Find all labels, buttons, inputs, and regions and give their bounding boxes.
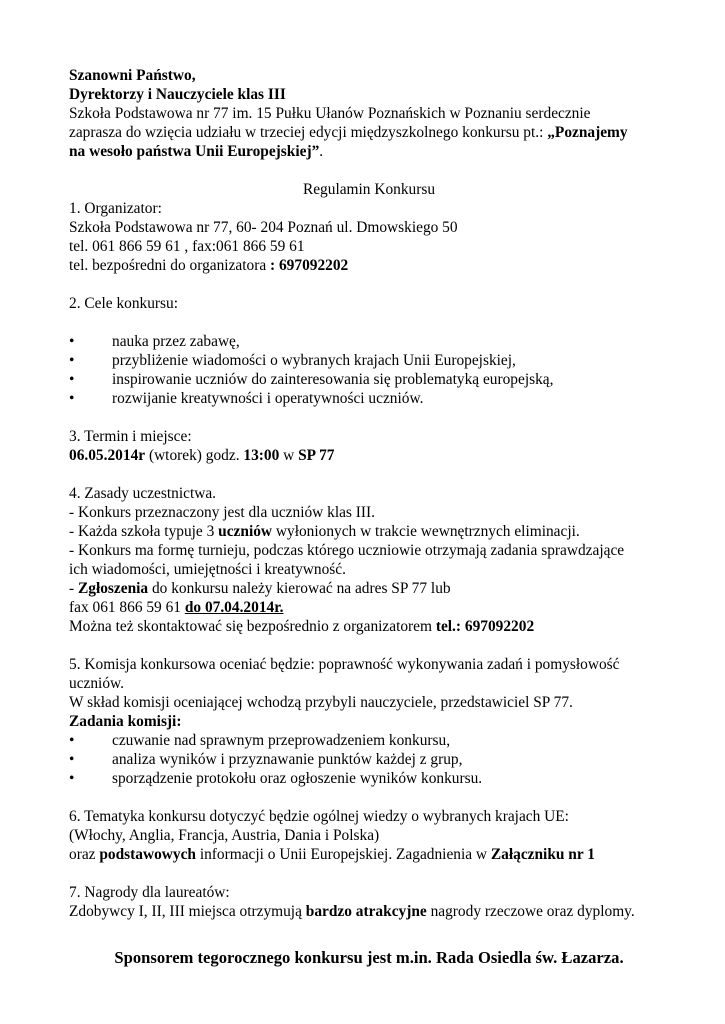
greeting: Szanowni Państwo, — [69, 67, 196, 84]
bullet-icon: • — [69, 751, 75, 768]
list-item: • inspirowanie uczniów do zainteresowania się problematyką europejską, — [69, 371, 554, 388]
list-item: • sporządzenie protokołu oraz ogłoszenie wyników konkursu. — [69, 770, 483, 787]
organizer-phone: tel. 061 866 59 61 , fax:061 866 59 61 — [69, 238, 305, 255]
bullet-icon: • — [69, 732, 75, 749]
rules-line: fax 061 866 59 61 do 07.04.2014r. — [69, 599, 284, 616]
committee-members: W skład komisji oceniającej wchodzą przybyli nauczyciele, przedstawiciel SP 77. — [69, 694, 573, 711]
bullet-icon: • — [69, 770, 75, 787]
rules-line: ich wiadomości, umiejętności i kreatywność. — [69, 561, 346, 578]
rules-line: - Każda szkoła typuje 3 uczniów wyłonionych w trakcie wewnętrznych eliminacji. — [69, 523, 580, 540]
organizer-address: Szkoła Podstawowa nr 77, 60- 204 Poznań ul. Dmowskiego 50 — [69, 219, 458, 236]
rules-heading: 4. Zasady uczestnictwa. — [69, 485, 217, 502]
list-item: • czuwanie nad sprawnym przeprowadzeniem konkursu, — [69, 732, 451, 749]
addressee: Dyrektorzy i Nauczyciele klas III — [69, 86, 286, 103]
list-item: • nauka przez zabawę, — [69, 333, 240, 350]
rules-line: Można też skontaktować się bezpośrednio z organizatorem tel.: 697092202 — [69, 618, 535, 635]
prizes-heading: 7. Nagrody dla laureatów: — [69, 884, 230, 901]
letter-body — [69, 66, 669, 967]
organizer-direct-phone: tel. bezpośredni do organizatora : 697092202 — [69, 257, 349, 274]
intro-line-1: Szkoła Podstawowa nr 77 im. 15 Pułku Ułanów Poznańskich w Poznaniu serdecznie — [69, 105, 591, 122]
term-details: 06.05.2014r (wtorek) godz. 13:00 w SP 77 — [69, 447, 335, 464]
prizes-line: Zdobywcy I, II, III miejsca otrzymują bardzo atrakcyjne nagrody rzeczowe oraz dyplomy. — [69, 903, 635, 920]
topics-heading: 6. Tematyka konkursu dotyczyć będzie ogólnej wiedzy o wybranych krajach UE: — [69, 808, 569, 825]
registration-deadline: do 07.04.2014r. — [184, 599, 284, 616]
sponsor-note: Sponsorem tegorocznego konkursu jest m.in. Rada Osiedla św. Łazarza. — [114, 948, 624, 967]
intro-line-2: zaprasza do wzięcia udziału w trzeciej edycji międzyszkolnego konkursu pt.: „Poznajemy — [69, 124, 628, 141]
bullet-icon: • — [69, 371, 75, 388]
rules-line: - Konkurs ma formę turnieju, podczas którego uczniowie otrzymają zadania sprawdzające — [69, 542, 625, 559]
bullet-icon: • — [69, 352, 75, 369]
bullet-icon: • — [69, 390, 75, 407]
rules-line: - Zgłoszenia do konkursu należy kierować na adres SP 77 lub — [69, 580, 451, 597]
term-heading: 3. Termin i miejsce: — [69, 428, 192, 445]
goals-heading: 2. Cele konkursu: — [69, 295, 179, 312]
list-item: • analiza wyników i przyznawanie punktów każdej z grup, — [69, 751, 463, 768]
intro-line-3: na wesoło państwa Unii Europejskiej”. — [69, 143, 324, 160]
regulations-title: Regulamin Konkursu — [302, 181, 436, 198]
committee-heading-cont: uczniów. — [69, 675, 124, 692]
topics-countries: (Włochy, Anglia, Francja, Austria, Dania i Polska) — [69, 827, 380, 844]
list-item: • przybliżenie wiadomości o wybranych krajach Unii Europejskiej, — [69, 352, 516, 369]
committee-heading: 5. Komisja konkursowa oceniać będzie: poprawność wykonywania zadań i pomysłowość — [69, 656, 620, 673]
rules-line: - Konkurs przeznaczony jest dla uczniów klas III. — [69, 504, 375, 521]
topics-line: oraz podstawowych informacji o Unii Europejskiej. Zagadnienia w Załączniku nr 1 — [69, 846, 595, 863]
contest-title-part-2: na wesoło państwa Unii Europejskiej” — [69, 143, 320, 160]
bullet-icon: • — [69, 333, 75, 350]
organizer-heading: 1. Organizator: — [69, 200, 162, 217]
list-item: • rozwijanie kreatywności i operatywności uczniów. — [69, 390, 424, 407]
contest-title-part-1: „Poznajemy — [547, 124, 628, 141]
committee-tasks-heading: Zadania komisji: — [69, 713, 182, 730]
